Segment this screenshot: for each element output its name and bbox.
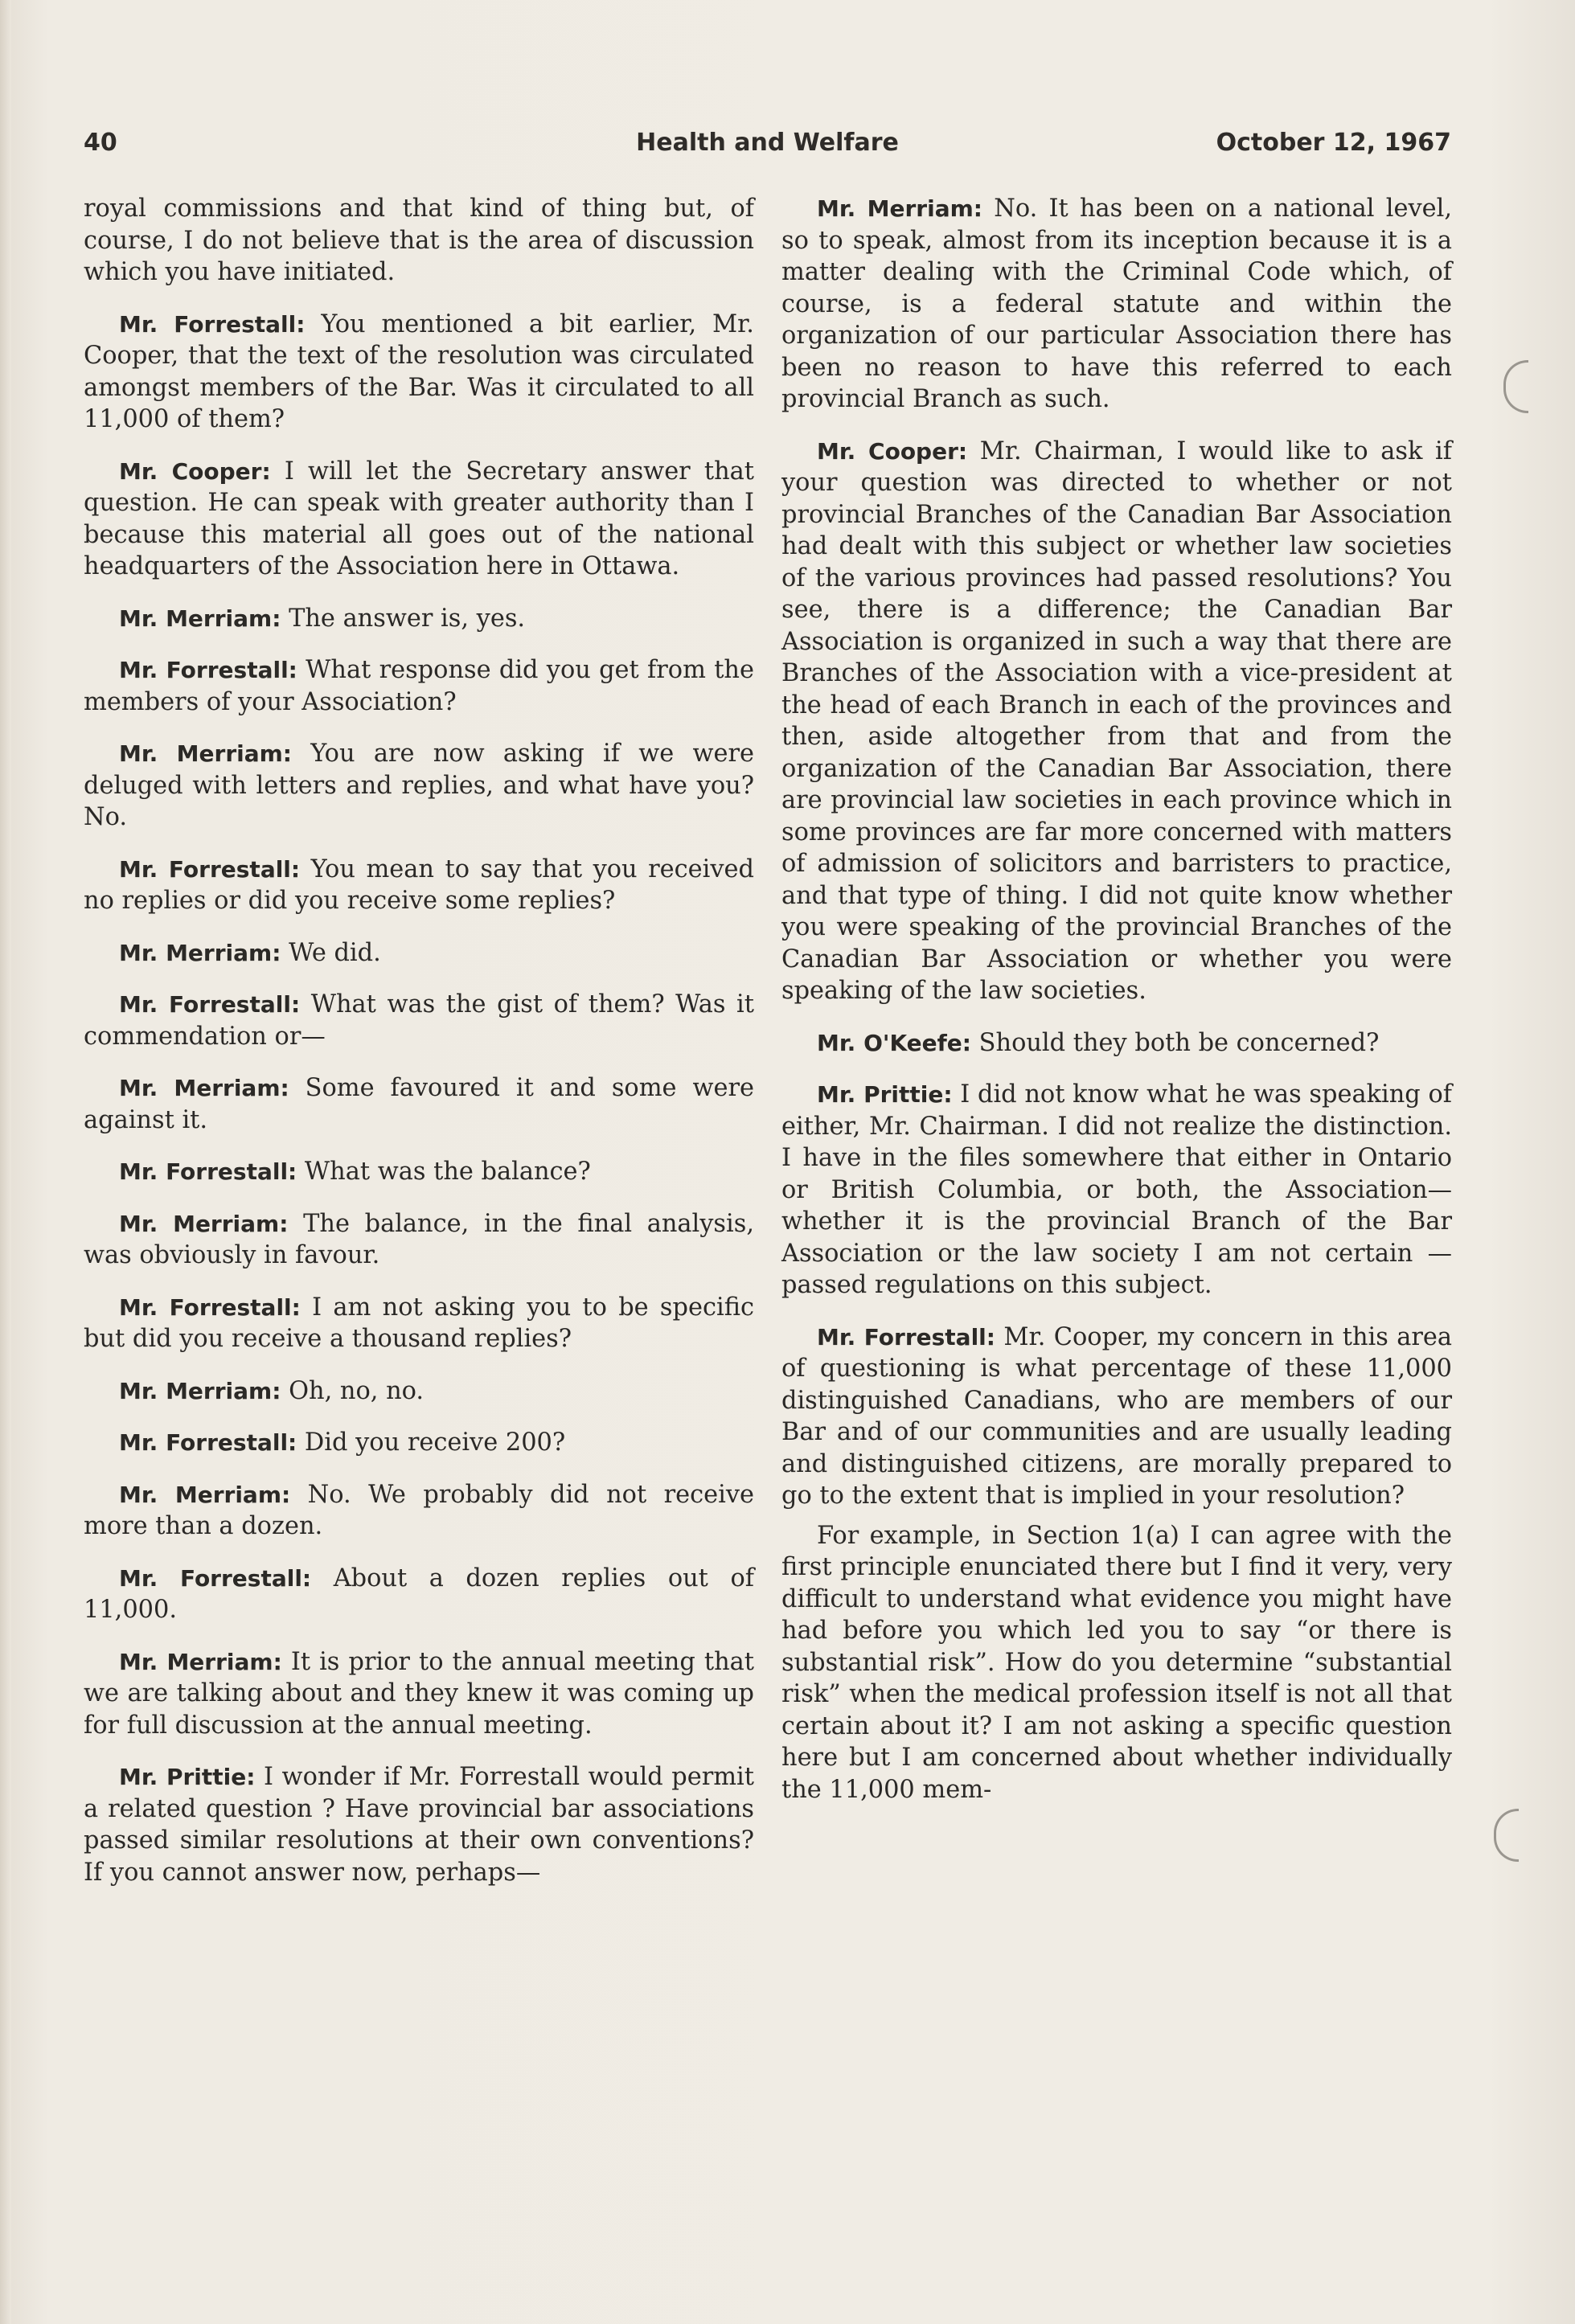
paragraph xyxy=(781,193,1452,416)
paragraph-text: For example, in Section 1(a) I can agree with the first principle enunciated there but I find it very, very difficult to understand what evidence you might have had before you which led you to say “or there is substantial risk”. How do you determine “substantial risk” when the medical profession itself is not all that certain about it? I am not asking a specific question here but I am concerned about whether individually the 11,000 mem- xyxy=(781,1521,1452,1804)
speaker-name: Mr. Cooper: xyxy=(817,437,968,465)
speaker-name: Mr. Merriam: xyxy=(119,1210,289,1237)
paragraph-text: We did. xyxy=(289,938,381,967)
paragraph xyxy=(781,1079,1452,1301)
page-number: 40 xyxy=(84,129,117,157)
paragraph-text: Mr. Chairman, I would like to ask if your question was directed to whether or not provincial Branches of the Canadian Bar Association had dealt with this subject or whether law societies of the various provinces had passed resolutions? You see, there is a difference; the Canadian Bar Association is organized in such a way that there are Branches of the Association with a vice-president at the head of each Branch in each of the provinces and then, aside altogether from that and from the organization of the Canadian Bar Association, there are provincial law societies in each province which in some provinces are far more concerned with matters of admission of solicitors and barristers to practice, and that type of thing. I did not quite know whether you were speaking of the provincial Branches of the Canadian Bar Association or whether you were speaking of the law societies. xyxy=(781,437,1453,1005)
speaker-name: Mr. Forrestall: xyxy=(119,1293,301,1321)
speaker-name: Mr. Merriam: xyxy=(119,605,281,632)
speaker-name: Mr. Merriam: xyxy=(119,740,292,767)
speaker-name: Mr. Merriam: xyxy=(119,1075,289,1101)
speaker-name: Mr. Merriam: xyxy=(119,1481,291,1508)
paragraph xyxy=(84,1375,754,1408)
paragraph xyxy=(84,1208,754,1272)
paragraph xyxy=(84,1292,754,1355)
publication-title: Health and Welfare xyxy=(636,129,899,157)
speaker-name: Mr. Merriam: xyxy=(119,1377,281,1404)
paragraph-text: The answer is, yes. xyxy=(289,604,526,633)
paragraph-text: royal commissions and that kind of thing but, of course, I do not believe that is the area of discussion which you have initiated. xyxy=(84,195,754,286)
paragraph xyxy=(84,854,754,917)
speaker-name: Mr. Forrestall: xyxy=(119,991,301,1018)
paragraph-text: Mr. Cooper, my concern in this area of questioning is what percentage of these 11,000 distinguished Canadians, who are members of our Bar and of our communities and are usually leading and distinguished citizens, are morally prepared to go to the extent that is implied in your resolution? xyxy=(781,1322,1452,1510)
paragraph-text: You are now asking if we were deluged with letters and replies, and what have you? No. xyxy=(84,740,754,831)
paragraph-text: About a dozen replies out of 11,000. xyxy=(84,1564,754,1624)
margin-bracket-mark xyxy=(1503,360,1528,413)
paragraph xyxy=(84,1427,754,1459)
speaker-name: Mr. Cooper: xyxy=(119,457,271,485)
paragraph xyxy=(84,1479,754,1543)
paragraph-text: I will let the Secretary answer that question. He can speak with greater authority than I because this material all goes out of the national headquarters of the Association here in Ottawa. xyxy=(84,457,754,580)
speaker-name: Mr. Merriam: xyxy=(817,195,982,222)
paragraph-text: You mean to say that you received no replies or did you receive some replies? xyxy=(84,855,754,915)
margin-bracket-mark xyxy=(1494,1809,1519,1862)
paragraph-text: I wonder if Mr. Forrestall would permit a related question ? Have provincial bar associations passed similar resolutions at their own conventions? If you cannot answer now, perhaps— xyxy=(84,1763,754,1887)
publication-date: October 12, 1967 xyxy=(1216,129,1451,157)
paragraph-text: It is prior to the annual meeting that we are talking about and they knew it was coming up for full discussion at the annual meeting. xyxy=(84,1647,754,1740)
running-header xyxy=(84,129,1451,164)
paragraph xyxy=(781,1322,1452,1512)
speaker-name: Mr. Prittie: xyxy=(119,1764,256,1790)
paragraph xyxy=(781,436,1452,1007)
left-column xyxy=(84,193,754,1908)
paragraph xyxy=(84,654,754,718)
speaker-name: Mr. Forrestall: xyxy=(119,657,297,683)
paragraph xyxy=(84,193,754,289)
paragraph-text: What was the gist of them? Was it commendation or— xyxy=(84,990,754,1051)
paragraph-text: Oh, no, no. xyxy=(289,1376,425,1405)
speaker-name: Mr. Prittie: xyxy=(817,1081,953,1108)
paragraph-text: Should they both be concerned? xyxy=(978,1028,1380,1057)
paragraph-text: No. It has been on a national level, so to speak, almost from its inception because it is a matter dealing with the Criminal Code which, of course, is a federal statute and within the organization of our particular Association there has been no reason to have this referred to each provincial Branch as such. xyxy=(781,195,1452,413)
paragraph xyxy=(84,456,754,583)
speaker-name: Mr. Merriam: xyxy=(119,939,281,966)
paragraph xyxy=(84,738,754,834)
paragraph xyxy=(781,1520,1452,1806)
paragraph-text: The balance, in the final analysis, was obviously in favour. xyxy=(84,1209,754,1269)
paragraph xyxy=(84,1761,754,1888)
paragraph-text: No. We probably did not receive more than a dozen. xyxy=(84,1480,754,1540)
paragraph-text: Some favoured it and some were against it. xyxy=(84,1074,754,1134)
paragraph-text: What response did you get from the members of your Association? xyxy=(84,656,754,716)
paragraph xyxy=(84,937,754,969)
paragraph-text: I am not asking you to be specific but did you receive a thousand replies? xyxy=(84,1293,754,1353)
paragraph-text: What was the balance? xyxy=(304,1158,591,1186)
speaker-name: Mr. Forrestall: xyxy=(119,310,306,338)
paragraph xyxy=(84,989,754,1052)
speaker-name: Mr. Forrestall: xyxy=(119,1158,297,1185)
paragraph-text: I did not know what he was speaking of either, Mr. Chairman. I did not realize the distinction. I have in the files somewhere that either in Ontario or British Columbia, or both, the Association—whether it is the provincial Branch of the Bar Association or the law society I am not certain —passed regulations on this subject. xyxy=(781,1080,1452,1299)
paragraph-text: You mentioned a bit earlier, Mr. Cooper, that the text of the resolution was circulated amongst members of the Bar. Was it circulated to all 11,000 of them? xyxy=(84,309,754,433)
speaker-name: Mr. Forrestall: xyxy=(119,1429,297,1456)
right-column xyxy=(781,193,1452,1826)
speaker-name: Mr. Forrestall: xyxy=(119,1564,312,1592)
paragraph xyxy=(84,1563,754,1626)
paragraph xyxy=(781,1027,1452,1060)
speaker-name: Mr. Forrestall: xyxy=(119,855,301,883)
paragraph-text: Did you receive 200? xyxy=(304,1428,566,1457)
speaker-name: Mr. Forrestall: xyxy=(817,1323,995,1351)
speaker-name: Mr. O'Keefe: xyxy=(817,1029,971,1056)
paragraph xyxy=(84,603,754,635)
paragraph xyxy=(84,1646,754,1742)
speaker-name: Mr. Merriam: xyxy=(119,1648,282,1675)
page-edge xyxy=(0,0,11,2324)
paragraph xyxy=(84,1156,754,1188)
paragraph xyxy=(84,309,754,436)
paragraph xyxy=(84,1072,754,1136)
